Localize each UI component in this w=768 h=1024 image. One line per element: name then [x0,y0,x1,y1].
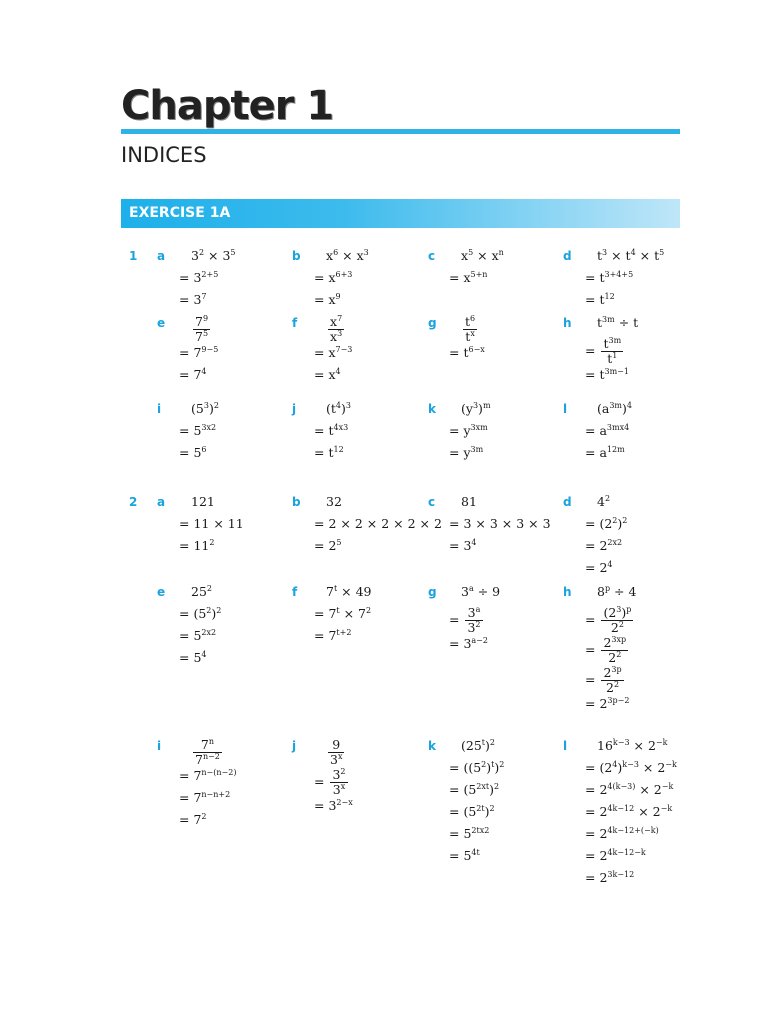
part-label: i [157,402,162,416]
solution-line: = $(5^{2xt})^2$ [449,782,500,797]
solution-line: $3^a \div 9$ [461,584,501,599]
fraction-denominator: $x^3$ [330,329,343,344]
solution-line: = $t^{12}$ [314,445,344,460]
solution-line: 81 [461,494,477,509]
fraction [193,738,222,767]
part-label: k [428,402,436,416]
solution-line: = $(5^{2t})^2$ [449,804,495,819]
solution-line: = $t^{6-x}$ [449,345,485,360]
solution-line: = 2 × 2 × 2 × 2 × 2 [314,516,442,531]
solution-line: = $(2^4)^{k-3} \times 2^{-k}$ [585,760,677,775]
part-label: i [157,739,162,753]
solution-line [326,738,346,767]
solution-line: = $3^7$ [179,292,207,307]
solution-line: = $x^{7-3}$ [314,345,353,360]
solution-line: = $x^{5+n}$ [449,270,488,285]
solution-line: $x^5 \times x^n$ [461,248,504,263]
solution-line: = $a^{3mx4}$ [585,423,630,438]
solution-line: = $2^{4k-12+(-k)}$ [585,826,659,841]
fraction-denominator: $2^2$ [610,620,624,635]
solution-line: = $3^{a-2}$ [449,636,488,651]
fraction-numerator: 9 [328,738,344,753]
part-label: b [292,249,301,263]
part-label: d [563,495,572,509]
solution-line: = $2^{3p-2}$ [585,696,630,711]
exercise-banner [121,199,680,228]
solution-line: $8^p \div 4$ [597,584,637,599]
fraction [601,666,623,695]
part-label: k [428,739,436,753]
solution-line: = $\frac{3^2}{3^x}$ [314,767,346,797]
solution-line: = $2^{2x2}$ [585,538,623,553]
solution-line: $(t^4)^3$ [326,401,351,416]
solution-line: = $y^{3m}$ [449,445,484,460]
solution-line: = $11^2$ [179,538,215,553]
fraction-numerator: $(2^3)^p$ [603,605,632,620]
part-label: g [428,585,437,599]
solution-line [326,315,346,344]
part-label: c [428,495,436,509]
solution-line: = $5^4$ [179,650,207,665]
part-label: c [428,249,436,263]
part-label: g [428,316,437,330]
fraction [193,315,210,344]
part-label: b [292,495,301,509]
part-label: l [563,739,568,753]
solution-line: = 11 × 11 [179,516,244,531]
solution-line: = $7^t \times 7^2$ [314,606,372,621]
solution-line: = $3^{2+5}$ [179,270,219,285]
fraction [328,738,344,767]
solution-line: $3^2 \times 3^5$ [191,248,236,263]
solution-line: = $7^2$ [179,812,207,827]
part-label: j [292,402,297,416]
solution-line: $t^{3m} \div t$ [597,315,639,330]
solution-line: $(25^t)^2$ [461,738,495,753]
solution-line: = $x^9$ [314,292,341,307]
part-label: d [563,249,572,263]
solution-line: = $2^5$ [314,538,342,553]
fraction [601,636,628,665]
fraction-denominator: $t^x$ [465,329,475,344]
part-label: j [292,739,297,753]
solution-line: = $3^4$ [449,538,477,553]
solution-line: = $\frac{t^{3m}}{t^1}$ [585,336,622,366]
fraction-numerator: $7^9$ [195,314,209,329]
fraction-numerator: 3$^a$ [465,606,482,621]
solution-line: = $7^4$ [179,367,207,382]
solution-line: = $7^{t+2}$ [314,628,352,643]
fraction-denominator: $3^2$ [467,620,481,635]
solution-line: = $5^{2x2}$ [179,628,217,643]
solution-line: = 3 × 3 × 3 × 3 [449,516,551,531]
fraction-numerator: $x^7$ [330,314,343,329]
fraction-numerator: $t^{3m}$ [603,336,622,351]
solution-line: = $5^{3x2}$ [179,423,217,438]
fraction [328,315,344,344]
solution-line: = $x^4$ [314,367,341,382]
solution-line: $(a^{3m})^4$ [597,401,633,416]
solution-line: = $t^{3m-1}$ [585,367,629,382]
fraction-denominator: $2^2$ [606,680,620,695]
solution-line: = $x^{6+3}$ [314,270,353,285]
fraction [465,606,482,635]
fraction-numerator: $t^6$ [465,314,476,329]
fraction [330,768,347,797]
exercise-title: EXERCISE 1A [129,205,231,221]
solution-line: 32 [326,494,342,509]
solution-line: = $2^{4k-12} \times 2^{-k}$ [585,804,673,819]
solution-line: = $(2^2)^2$ [585,516,628,531]
fraction-denominator: $2^2$ [608,650,622,665]
solution-line: = $\frac{(2^3)^p}{2^2}$ [585,605,632,635]
part-label: e [157,585,166,599]
solution-line: = $((5^2)^t)^2$ [449,760,505,775]
solution-line: $4^2$ [597,494,611,509]
solution-line: 121 [191,494,215,509]
solution-line: $t^3 \times t^4 \times t^5$ [597,248,665,263]
part-label: l [563,402,568,416]
fraction [601,606,633,635]
solution-line: = $2^{4k-12-k}$ [585,848,646,863]
solution-line: = $5^{4t}$ [449,848,480,863]
solution-line: = $7^{9-5}$ [179,345,219,360]
solution-line: $16^{k-3} \times 2^{-k}$ [597,738,668,753]
solution-line: $(y^3)^m$ [461,401,491,416]
solution-line: = $2^4$ [585,560,613,575]
solution-line [191,315,212,344]
fraction-numerator: 7$^n$ [193,738,222,753]
chapter-rule [121,129,680,134]
solution-line: $7^t \times 49$ [326,584,372,599]
question-number: 2 [129,495,138,509]
solution-line: = $3^{2-x}$ [314,798,353,813]
solution-line: = $y^{3xm}$ [449,423,488,438]
fraction-denominator: $t^1$ [607,351,618,366]
solution-line [191,738,224,767]
question-number: 1 [129,249,138,263]
chapter-subtitle: INDICES [121,143,207,167]
solution-line: $(5^3)^2$ [191,401,219,416]
fraction-denominator: 3$^x$ [330,752,343,767]
solution-line: = $t^{12}$ [585,292,615,307]
fraction-numerator: $2^{3p}$ [603,665,622,680]
fraction [601,337,623,366]
fraction-denominator: $7^5$ [195,329,209,344]
fraction-denominator: $7^{n-2}$ [195,752,220,767]
solution-line: = $7^{n-(n-2)}$ [179,768,237,783]
solution-line: = $\frac{2^{3p}}{2^2}$ [585,665,622,695]
solution-line [461,315,479,344]
solution-line: = $a^{12m}$ [585,445,625,460]
solution-line: $x^6 \times x^3$ [326,248,369,263]
part-label: e [157,316,166,330]
fraction-numerator: $3^2$ [332,767,346,782]
solution-line: = $\frac{2^{3xp}}{2^2}$ [585,635,627,665]
chapter-title: Chapter 1 [121,83,334,129]
solution-line: = $5^6$ [179,445,207,460]
part-label: h [563,585,572,599]
fraction-numerator: $2^{3xp}$ [603,635,627,650]
part-label: f [292,316,298,330]
part-label: h [563,316,572,330]
solution-line: = $5^{2tx2}$ [449,826,490,841]
solution-line: = $7^{n-n+2}$ [179,790,231,805]
part-label: a [157,249,166,263]
part-label: f [292,585,298,599]
solution-line: = $2^{4(k-3)} \times 2^{-k}$ [585,782,674,797]
solution-line: = $\frac{3^a}{3^2}$ [449,605,481,635]
solution-line: = $2^{3k-12}$ [585,870,635,885]
fraction [463,315,477,344]
solution-line: = $t^{4x3}$ [314,423,349,438]
part-label: a [157,495,166,509]
solution-line: = $t^{3+4+5}$ [585,270,634,285]
fraction-denominator: 3$^x$ [332,782,346,797]
solution-line: = $(5^2)^2$ [179,606,222,621]
solution-line: $25^2$ [191,584,212,599]
